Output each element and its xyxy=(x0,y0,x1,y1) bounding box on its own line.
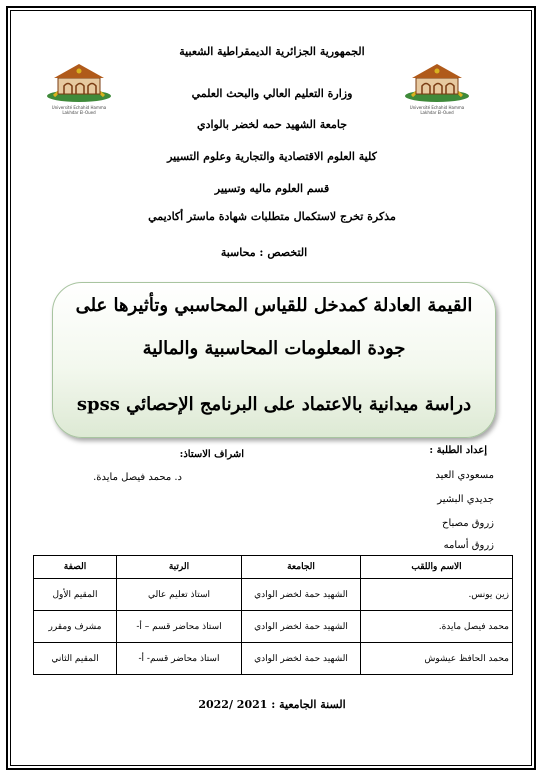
jury-member-university: الشهيد حمة لخضر الوادي xyxy=(242,579,361,611)
ministry-name: وزارة التعليم العالي والبحث العلمي xyxy=(191,87,353,100)
jury-member-rank: استاذ محاضر قسم – أ- xyxy=(117,611,242,643)
thesis-subtitle: دراسة ميدانية بالاعتماد على البرنامج الإحصائي spss xyxy=(76,394,472,415)
logo-caption-left: Université Echahid Hamma Lakhdar El-Oued xyxy=(51,105,107,115)
department-name: قسم العلوم ماليه وتسيير xyxy=(214,182,330,195)
jury-member-role: المقيم الأول xyxy=(34,579,117,611)
logo-caption-right: Université Echahid Hamma Lakhdar El-Oued xyxy=(409,105,465,115)
students-heading: إعداد الطلبة : xyxy=(429,445,487,456)
republic-name: الجمهورية الجزائرية الديمقراطية الشعبية xyxy=(179,45,365,58)
jury-member-rank: استاذ تعليم عالي xyxy=(117,579,242,611)
university-name: جامعة الشهيد حمه لخضر بالوادي xyxy=(196,118,348,131)
academic-year: السنة الجامعية : 2021 /2022 xyxy=(198,698,346,711)
student-name: مسعودي العيد xyxy=(435,470,494,481)
jury-member-role: المقيم الثاني xyxy=(34,643,117,675)
student-name: زروق مصباح xyxy=(442,518,494,529)
jury-member-role: مشرف ومقرر xyxy=(34,611,117,643)
col-header-role: الصفة xyxy=(34,556,117,579)
table-row xyxy=(34,611,513,643)
jury-table-header xyxy=(34,556,513,579)
thesis-title-box xyxy=(52,282,496,438)
col-header-name: الاسم واللقب xyxy=(361,556,513,579)
jury-member-university: الشهيد حمة لخضر الوادي xyxy=(242,643,361,675)
jury-member-rank: استاذ محاضر قسم- أ- xyxy=(117,643,242,675)
table-row xyxy=(34,643,513,675)
supervisor-name: د. محمد فيصل مايدة. xyxy=(93,472,182,483)
jury-table xyxy=(33,555,513,675)
col-header-rank: الرتبة xyxy=(117,556,242,579)
col-header-university: الجامعة xyxy=(242,556,361,579)
student-name: زروق أسامه xyxy=(443,540,494,551)
jury-member-name: زين يونس. xyxy=(361,579,513,611)
memo-description: مذكرة تخرج لاستكمال متطلبات شهادة ماستر أكاديمي xyxy=(148,210,396,223)
jury-member-university: الشهيد حمة لخضر الوادي xyxy=(242,611,361,643)
jury-member-name: محمد الحافظ عيشوش xyxy=(361,643,513,675)
thesis-title-line-1: القيمة العادلة كمدخل للقياس المحاسبي وتأثيرها على xyxy=(75,295,473,316)
table-row xyxy=(34,579,513,611)
specialty: التخصص : محاسبة xyxy=(220,246,308,259)
faculty-name: كلية العلوم الاقتصادية والتجارية وعلوم التسيير xyxy=(167,150,377,163)
jury-member-name: محمد فيصل مايدة. xyxy=(361,611,513,643)
thesis-title-line-2: جودة المعلومات المحاسبية والمالية xyxy=(142,338,406,359)
student-name: جديدي البشير xyxy=(437,494,494,505)
supervisor-heading: اشراف الاستاذ: xyxy=(179,449,244,460)
